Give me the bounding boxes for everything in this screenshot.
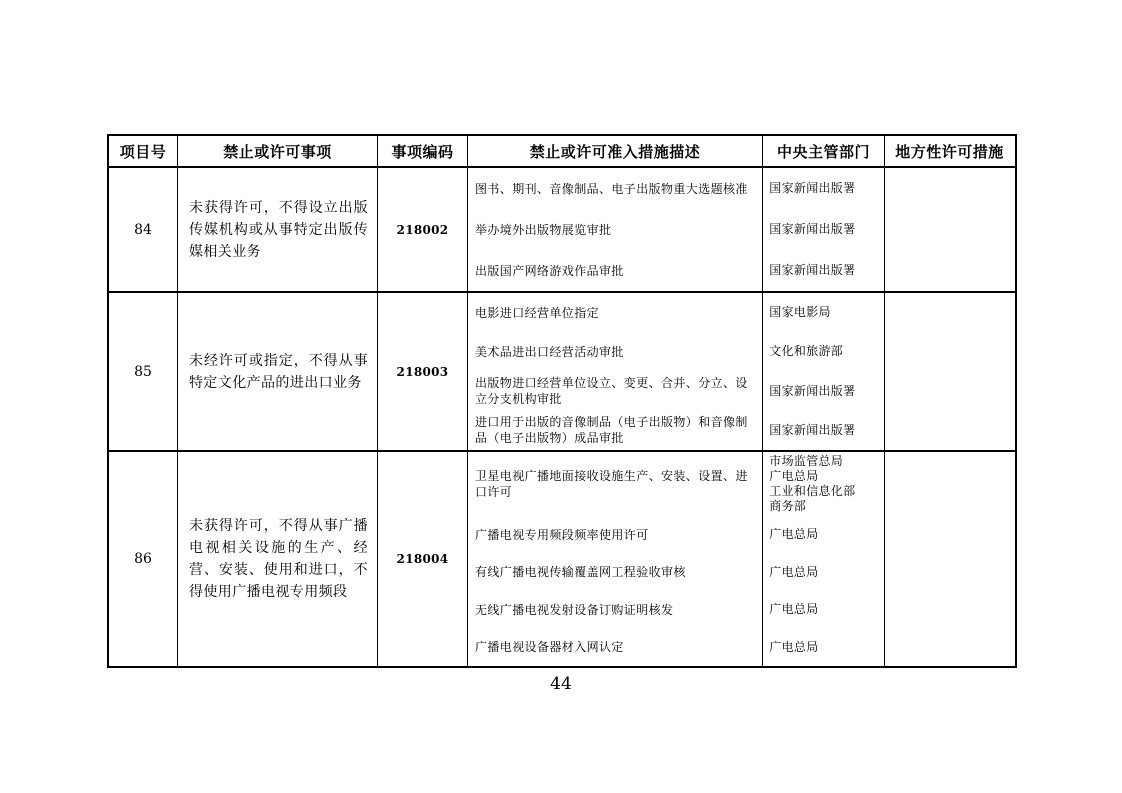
central-department: 市场监管总局 广电总局 工业和信息化部 商务部 (762, 452, 884, 516)
central-department: 国家电影局 (762, 293, 884, 332)
local-measures-cell (884, 293, 1014, 450)
measure-description: 广播电视设备器材入网认定 (475, 640, 624, 655)
measure-description: 广播电视专用频段频率使用许可 (475, 527, 649, 542)
header-project-number: 项目号 (119, 143, 167, 161)
measure-row (468, 516, 884, 554)
measure-row (468, 411, 884, 450)
project-number: 86 (134, 551, 152, 567)
measure-row (468, 591, 884, 629)
item-code: 218004 (377, 452, 467, 666)
negative-list-table (107, 134, 1017, 668)
measure-row (468, 293, 884, 332)
table-row (109, 450, 1015, 666)
central-department: 国家新闻出版署 (762, 168, 884, 209)
measure-row (468, 372, 884, 411)
table-header-row (109, 136, 1015, 166)
measure-description: 电影进口经营单位指定 (475, 305, 600, 320)
central-department: 国家新闻出版署 (762, 209, 884, 250)
measure-row (468, 629, 884, 667)
central-department: 国家新闻出版署 (762, 411, 884, 450)
measure-description: 出版国产网络游戏作品审批 (475, 263, 624, 278)
table-row (109, 291, 1015, 450)
item-code: 218003 (377, 293, 467, 450)
measure-row (468, 554, 884, 592)
measures-cell (467, 293, 884, 450)
central-department: 广电总局 (762, 516, 884, 554)
measure-description: 美术品进出口经营活动审批 (475, 344, 624, 359)
measure-row (468, 332, 884, 371)
measure-description: 图书、期刊、音像制品、电子出版物重大选题核准 (475, 181, 748, 196)
measure-description: 无线广播电视发射设备订购证明核发 (475, 602, 674, 617)
table-row (109, 166, 1015, 291)
prohibition-item-text: 未获得许可，不得从事广播电视相关设施的生产、经营、安装、使用和进口，不得使用广播电视专用频段 (189, 518, 368, 600)
measure-row (468, 168, 884, 209)
prohibition-item (177, 452, 377, 666)
measure-description: 有线广播电视传输覆盖网工程验收审核 (475, 565, 686, 580)
page-number: 44 (550, 674, 572, 694)
project-number: 84 (134, 221, 152, 238)
header-prohibition-item: 禁止或许可事项 (177, 136, 377, 166)
item-code: 218002 (377, 168, 467, 291)
measure-description: 卫星电视广播地面接收设施生产、安装、设置、进口许可 (475, 469, 748, 499)
measure-description: 举办境外出版物展览审批 (475, 222, 612, 237)
measure-row (468, 452, 884, 516)
central-department: 文化和旅游部 (762, 332, 884, 371)
prohibition-item-text: 未经许可或指定，不得从事特定文化产品的进出口业务 (189, 352, 368, 391)
measure-description: 进口用于出版的音像制品（电子出版物）和音像制品（电子出版物）成品审批 (475, 415, 748, 446)
local-measures-cell (884, 168, 1014, 291)
prohibition-item-text: 未获得许可，不得设立出版传媒机构或从事特定出版传媒相关业务 (189, 199, 368, 260)
central-department: 广电总局 (762, 554, 884, 592)
central-department: 国家新闻出版署 (762, 250, 884, 291)
measure-description: 出版物进口经营单位设立、变更、合并、分立、设立分支机构审批 (475, 376, 748, 407)
prohibition-item (177, 293, 377, 450)
local-measures-cell (884, 452, 1014, 666)
header-item-code: 事项编码 (377, 136, 467, 166)
header-measure-description: 禁止或许可准入措施描述 (467, 136, 762, 166)
header-local-measures: 地方性许可措施 (884, 136, 1014, 166)
measure-row (468, 209, 884, 250)
central-department: 国家新闻出版署 (762, 372, 884, 411)
prohibition-item (177, 168, 377, 291)
project-number: 85 (134, 363, 152, 380)
central-department: 广电总局 (762, 591, 884, 629)
measures-cell (467, 452, 884, 666)
header-central-department: 中央主管部门 (762, 136, 884, 166)
measures-cell (467, 168, 884, 291)
measure-row (468, 250, 884, 291)
central-department: 广电总局 (762, 629, 884, 667)
